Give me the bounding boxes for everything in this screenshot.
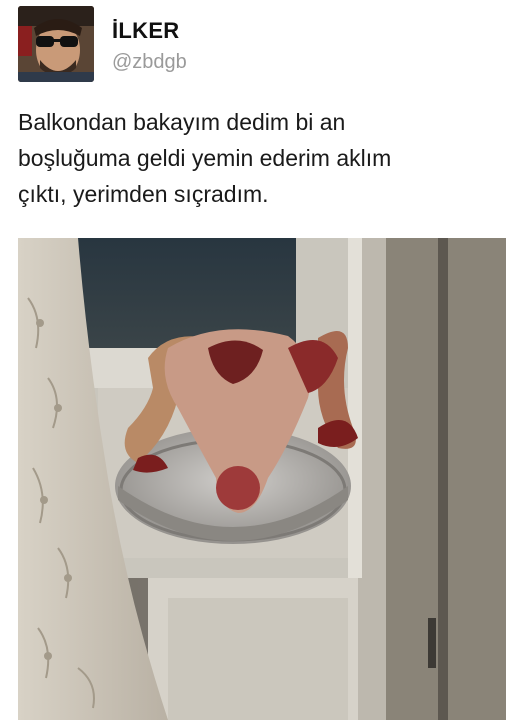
display-name[interactable]: İLKER [112, 18, 180, 43]
avatar-photo-icon [18, 6, 94, 82]
tweet-text-line: Balkondan bakayım dedim bi an [18, 109, 346, 135]
user-handle[interactable]: @zbdgb [112, 51, 187, 73]
tweet-photo[interactable] [18, 238, 506, 720]
photo-icon [18, 238, 506, 720]
tweet-text-line: boşluğuma geldi yemin ederim aklım [18, 145, 392, 171]
tweet-text [18, 104, 513, 212]
tweet-text-line: çıktı, yerimden sıçradım. [18, 181, 269, 207]
avatar[interactable] [18, 6, 94, 82]
tweet-header [0, 0, 523, 90]
